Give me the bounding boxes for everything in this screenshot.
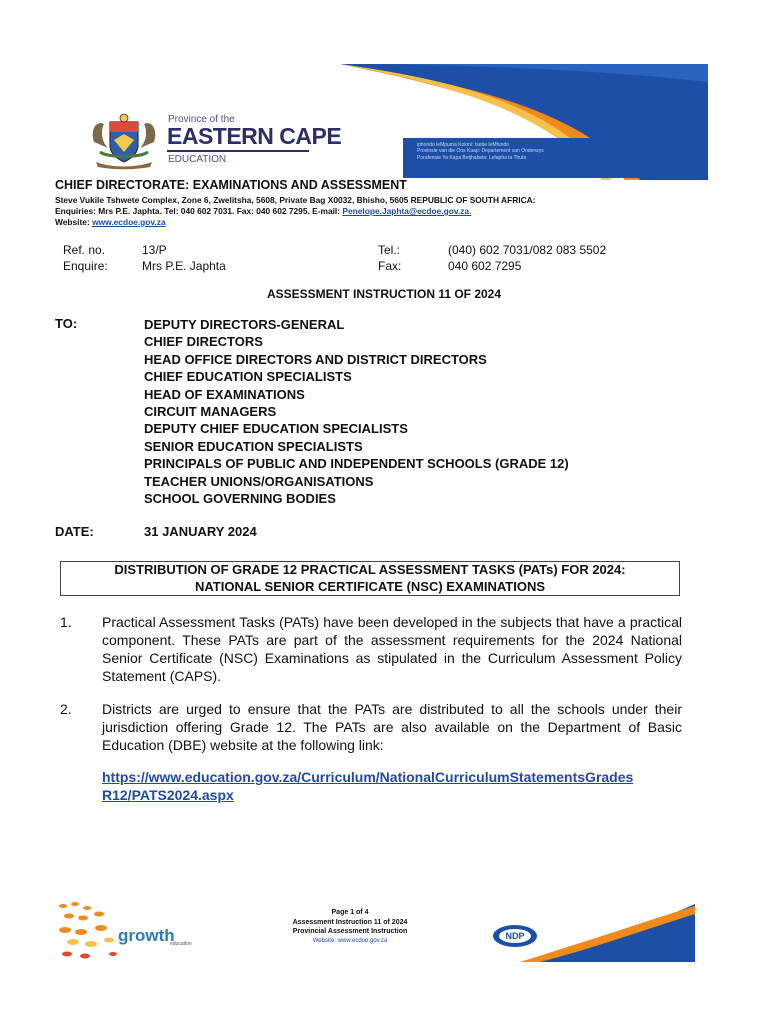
enquire-value: Mrs P.E. Japhta [142,259,226,273]
website-line [55,217,535,228]
coat-of-arms-logo [88,112,160,170]
recipient-item: PRINCIPALS OF PUBLIC AND INDEPENDENT SCHOOLS (GRADE 12) [144,456,569,472]
recipient-item: SENIOR EDUCATION SPECIALISTS [144,438,363,454]
directorate-address-block [55,195,535,228]
reference-row [63,242,606,258]
province-underline [167,150,309,152]
enquiries-line [55,206,535,217]
recipient-list [144,316,569,507]
footer-doc-subtitle: Provincial Assessment Instruction [292,928,408,935]
email-link[interactable]: Penelope.Japhta@ecdoe.gov.za. [342,206,472,216]
subject-heading-box [60,561,680,596]
recipient-item: TEACHER UNIONS/ORGANISATIONS [144,473,374,489]
recipient-item: CIRCUIT MANAGERS [144,404,277,420]
recipient-item: SCHOOL GOVERNING BODIES [144,491,336,507]
enquire-label: Enquire: [63,259,108,273]
growth-logo-text: growth [118,926,175,945]
item-text: Practical Assessment Tasks (PATs) have been developed in the subjects that have a practical component. These PATs are part of the assessment requirements for the 2024 National Senior Certificate (NSC) Examinations as stipulated in the Curriculum Assessment Policy Statement (CAPS). [102,614,682,684]
page-footer [260,908,440,946]
fax-label: Fax: [378,259,402,273]
province-label: Province of the [168,114,235,125]
address-line: Steve Vukile Tshwete Complex, Zone 6, Zwelitsha, 5608, Private Bag X0032, Bhisho, 5605 REPUBLIC OF SOUTH AFRICA: [55,195,536,205]
page-number: Page 1 of 4 [331,909,369,916]
ref-label: Ref. no. [63,243,106,257]
footer-doc-title: Assessment Instruction 11 of 2024 [292,918,408,926]
directorate-title: CHIEF DIRECTORATE: EXAMINATIONS AND ASSESSMENT [55,178,407,192]
banner-line: Provinsie van die Oos Kaap: Departement van Onderwys [417,148,544,155]
banner-tagline [417,142,702,161]
enquiries-text: Enquiries: Mrs P.E. Japhta. Tel: 040 602 7031. Fax: 040 602 7295. E-mail: [55,206,343,216]
link-line: R12/PATS2024.aspx [102,787,234,803]
banner-line: Porafensie Ya Kapa Botjhabela: Lefapha la Thuto [417,154,527,161]
ndp-logo-banner [470,904,695,962]
subject-line: NATIONAL SENIOR CERTIFICATE (NSC) EXAMINATIONS [194,578,546,594]
province-name: EASTERN CAPE [167,123,342,149]
website-link[interactable]: www.ecdoe.gov.za [92,217,166,227]
recipient-item: CHIEF DIRECTORS [144,334,263,350]
tel-label: Tel.: [378,243,401,257]
date-label: DATE: [55,524,94,539]
recipient-item: HEAD OF EXAMINATIONS [144,386,305,402]
date-value: 31 JANUARY 2024 [144,524,257,539]
website-label: Website: [55,217,93,227]
recipient-item: HEAD OFFICE DIRECTORS AND DISTRICT DIRECTORS [144,351,487,367]
instruction-title: ASSESSMENT INSTRUCTION 11 OF 2024 [266,287,502,301]
banner-line: iphondo leMpuma Koloni: Isebe leMfundo [417,142,510,148]
subject-line: DISTRIBUTION OF GRADE 12 PRACTICAL ASSESSMENT TASKS (PATs) FOR 2024: [114,562,626,577]
recipient-item: DEPUTY CHIEF EDUCATION SPECIALISTS [144,421,408,437]
reference-row [63,258,606,274]
to-label: TO: [55,316,78,331]
pats-download-link[interactable] [102,768,702,804]
ndp-logo-text: NDP [505,931,525,941]
item-number: 2. [60,701,72,717]
recipient-item: DEPUTY DIRECTORS-GENERAL [144,317,345,332]
item-number: 1. [60,614,72,630]
ref-value: 13/P [142,243,167,257]
link-line: https://www.education.gov.za/Curriculum/NationalCurriculumStatementsGrades [102,769,634,785]
tel-value: (040) 602 7031/082 083 5502 [448,243,607,257]
footer-website: Website: www.ecdoe.gov.za [312,937,388,944]
department-label: EDUCATION [168,154,227,165]
growth-logo-subtext: education [170,941,192,947]
recipient-item: CHIEF EDUCATION SPECIALISTS [144,369,352,385]
reference-table [63,242,606,274]
item-text: Districts are urged to ensure that the PATs are distributed to all the schools under their jurisdiction offering Grade 12. The PATs are also available on the Department of Basic Education (DBE) website at the following link: [102,701,682,753]
fax-value: 040 602 7295 [448,259,522,273]
